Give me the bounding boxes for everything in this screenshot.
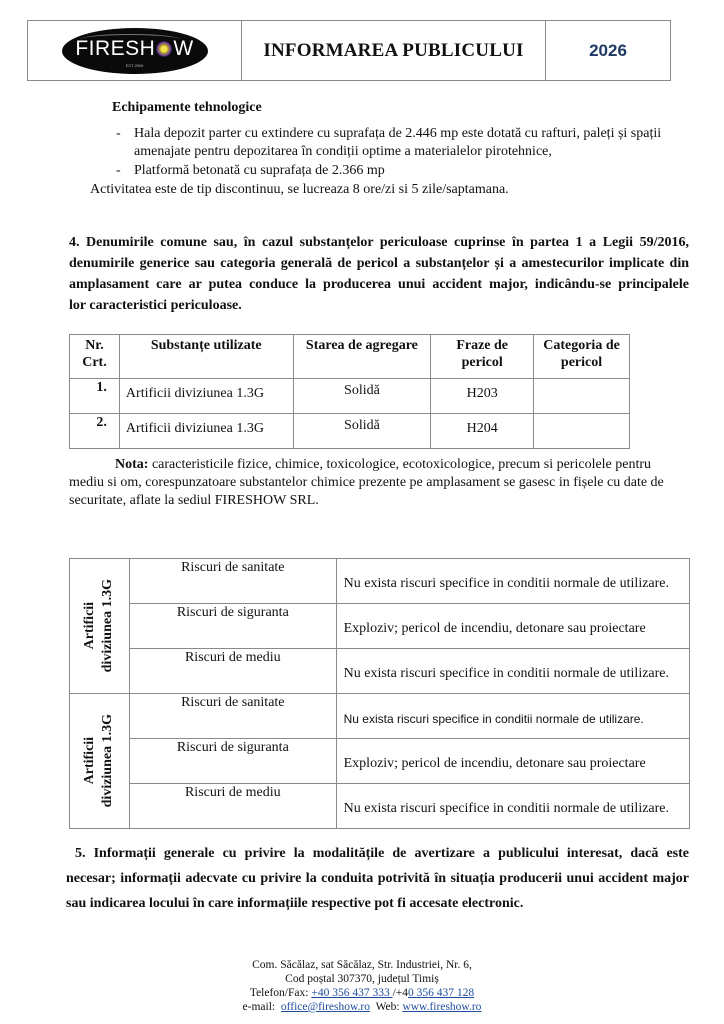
section-5-heading — [66, 841, 689, 916]
header-state: Starea de agregare — [293, 335, 431, 379]
note-paragraph — [69, 456, 689, 510]
table-row — [70, 379, 630, 414]
header-category: Categoria de pericol — [534, 335, 630, 379]
risk-label: Riscuri de mediu — [129, 784, 336, 829]
phone-link-2[interactable]: 0 356 437 128 — [408, 987, 475, 999]
footer-address-line: Cod poștal 307370, județul Timiș — [285, 973, 439, 985]
substance-group-cell — [70, 694, 130, 829]
risk-table — [69, 558, 690, 829]
substance-group-name: Artificii diviziunea 1.3G — [82, 579, 116, 673]
cell-category — [534, 379, 630, 414]
bullet-dash: - — [116, 126, 121, 141]
table-row — [70, 739, 690, 784]
section-5-line: necesar; informații adecvate cu privire la conduita potrivită în situația producerii unui accident major — [66, 871, 689, 886]
cell-nr: 1. — [70, 379, 120, 414]
header-substance: Substanțe utilizate — [119, 335, 293, 379]
activity-text: Activitatea este de tip discontinuu, se lucreaza 8 ore/zi si 5 zile/saptamana. — [90, 182, 509, 197]
header-phrases: Fraze de pericol — [431, 335, 534, 379]
page-title: INFORMAREA PUBLICULUI — [242, 21, 546, 80]
risk-label: Riscuri de siguranta — [129, 739, 336, 784]
section-4-line: denumirile generice sau categoria generală de pericol a substanțelor și a amestecurilor implicate din — [69, 256, 689, 271]
cell-state: Solidă — [293, 414, 431, 449]
note-text: caracteristicile fizice, chimice, toxicologice, ecotoxicologice, precum si pericolele pentru — [148, 457, 652, 472]
risk-value: Exploziv; pericol de incendiu, detonare sau proiectare — [336, 739, 689, 784]
table-row — [70, 559, 690, 604]
logo-text: FIRESH W — [75, 36, 194, 60]
note-text: securitate, aflate la sediul FIRESHOW SRL. — [69, 493, 319, 508]
logo-cell — [28, 21, 242, 80]
section-4-line: lor caracteristici periculoase. — [69, 298, 242, 313]
cell-phrase: H203 — [431, 379, 534, 414]
email-link[interactable]: office@fireshow.ro — [280, 1001, 371, 1013]
footer — [0, 958, 724, 1014]
risk-value: Nu exista riscuri specifice in conditii normale de utilizare. — [336, 784, 689, 829]
cell-substance: Artificii diviziunea 1.3G — [119, 414, 293, 449]
document-year: 2026 — [589, 40, 627, 60]
risk-value: Nu exista riscuri specifice in conditii normale de utilizare. — [336, 559, 689, 604]
risk-label: Riscuri de sanitate — [129, 559, 336, 604]
risk-label: Riscuri de sanitate — [129, 694, 336, 739]
substances-table — [69, 334, 630, 449]
bullet-dash: - — [116, 163, 121, 178]
cell-phrase: H204 — [431, 414, 534, 449]
risk-label: Riscuri de mediu — [129, 649, 336, 694]
risk-value: Nu exista riscuri specifice in conditii normale de utilizare. — [336, 649, 689, 694]
table-row — [70, 649, 690, 694]
substance-group-name: Artificii diviziunea 1.3G — [82, 714, 116, 808]
document-header — [27, 20, 671, 81]
equipment-heading: Echipamente tehnologice — [112, 100, 262, 115]
table-header-row — [70, 335, 630, 379]
risk-label: Riscuri de siguranta — [129, 604, 336, 649]
table-row — [70, 414, 630, 449]
logo-arc-decoration — [80, 34, 180, 45]
table-row — [70, 604, 690, 649]
web-link[interactable]: www.fireshow.ro — [402, 1001, 482, 1013]
equipment-item-1-cont: amenajate pentru depozitarea în condiții optime a materialelor pirotehnice, — [134, 144, 552, 159]
phone-link-1[interactable]: +40 356 437 333 — [311, 987, 393, 999]
section-5-line: 5. Informații generale cu privire la modalitățile de avertizare a publicului interesat, dacă este — [75, 846, 689, 861]
table-row — [70, 694, 690, 739]
cell-nr: 2. — [70, 414, 120, 449]
risk-value: Exploziv; pericol de incendiu, detonare sau proiectare — [336, 604, 689, 649]
table-row — [70, 784, 690, 829]
fireshow-logo — [62, 28, 208, 74]
equipment-item-2: Platformă betonată cu suprafața de 2.366 mp — [134, 163, 385, 178]
note-text: mediu si om, corespunzatoare substantelor chimice prezente pe amplasament se gasesc in fișele cu date de — [69, 475, 664, 490]
section-4-line: 4. Denumirile comune sau, în cazul substanțelor periculoase cuprinse în partea 1 a Legii 59/2016, — [69, 235, 689, 250]
section-4-heading — [69, 232, 689, 316]
cell-substance: Artificii diviziunea 1.3G — [119, 379, 293, 414]
section-4-line: amplasament care ar putea conduce la producerea unui accident major, indicându-se principalele — [69, 277, 689, 292]
cell-state: Solidă — [293, 379, 431, 414]
risk-value: Nu exista riscuri specifice in conditii normale de utilizare. — [336, 694, 689, 739]
footer-phone-line: Telefon/Fax: +40 356 437 333 /+40 356 437 128 — [249, 987, 475, 999]
logo-est: EST 2009 — [125, 62, 144, 68]
footer-contact-line: e-mail: office@fireshow.ro Web: www.fireshow.ro — [242, 1001, 482, 1013]
equipment-item-1: Hala depozit parter cu extindere cu suprafața de 2.446 mp este dotată cu rafturi, paleți și spații — [134, 126, 662, 141]
footer-address-line: Com. Săcălaz, sat Săcălaz, Str. Industriei, Nr. 6, — [252, 959, 472, 971]
note-label: Nota: — [115, 457, 149, 472]
section-5-line: sau indicarea locului în care informațiile respective pot fi accesate electronic. — [66, 896, 524, 911]
header-nr: Nr. Crt. — [70, 335, 120, 379]
cell-category — [534, 414, 630, 449]
substance-group-cell — [70, 559, 130, 694]
